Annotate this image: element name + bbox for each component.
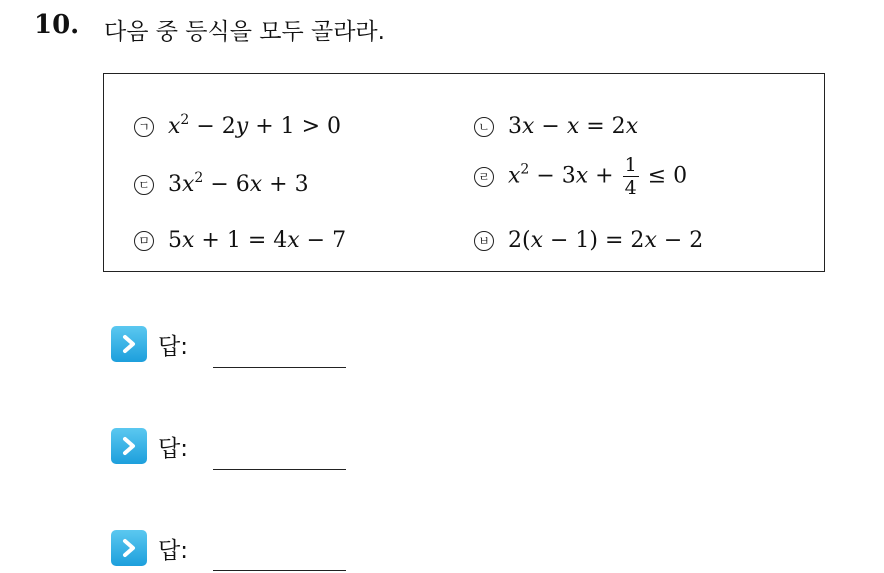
option-6 [474, 228, 703, 253]
option-1 [134, 114, 341, 139]
option-marker: ㅁ [134, 231, 154, 251]
fraction: $\frac{1}{4}$ [624, 154, 637, 199]
option-expression: 5x + 1 = 4x − 7 [168, 228, 347, 253]
answer-row [111, 428, 188, 464]
option-marker: ㄹ [474, 167, 494, 187]
option-5 [134, 228, 346, 253]
answer-row [111, 530, 188, 566]
answer-label: 답: [158, 537, 188, 564]
question-text: 다음 중 등식을 모두 골라라. [104, 19, 385, 45]
chevron-right-icon [111, 530, 147, 566]
option-4 [474, 154, 687, 199]
option-expression: $3x^2 - 6x + 3$ [168, 170, 309, 197]
answer-label: 답: [158, 435, 188, 462]
option-marker: ㄱ [134, 117, 154, 137]
answer-label: 답: [158, 333, 188, 360]
option-marker: ㄷ [134, 175, 154, 195]
option-2 [474, 114, 638, 139]
option-expression: $x^2 - 2y + 1 > 0$ [168, 112, 342, 139]
option-marker: ㅂ [474, 231, 494, 251]
option-marker: ㄴ [474, 117, 494, 137]
option-expression: $x^2 - 3x$ + $\frac{1}{4}$ ≤ 0 [508, 154, 688, 199]
option-expression: 2(x − 1) = 2x − 2 [508, 228, 704, 253]
option-expression: 3x − x = 2x [508, 114, 639, 139]
answer-blank[interactable] [213, 469, 346, 470]
question-number: 10. [34, 10, 80, 40]
answer-blank[interactable] [213, 367, 346, 368]
options-box [103, 73, 825, 272]
chevron-right-icon [111, 326, 147, 362]
option-3 [134, 172, 309, 197]
answer-row [111, 326, 188, 362]
answer-blank[interactable] [213, 570, 346, 571]
chevron-right-icon [111, 428, 147, 464]
